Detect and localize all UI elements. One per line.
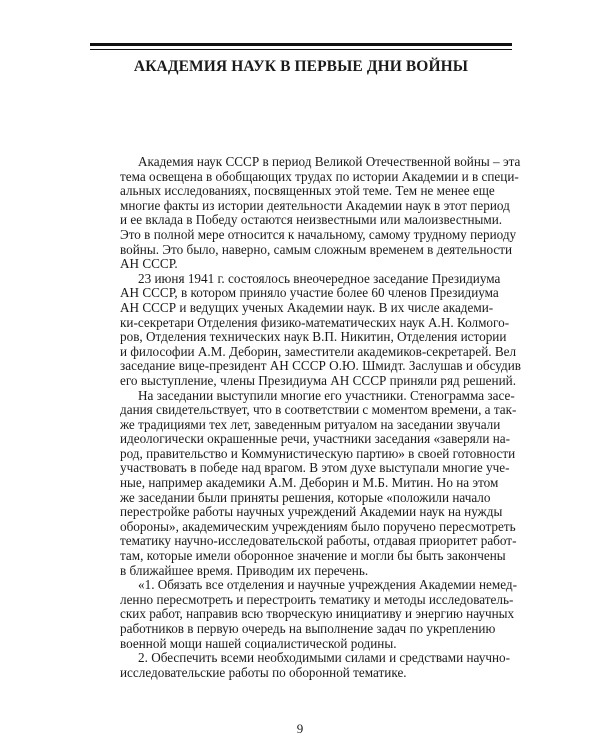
text-line: АН СССР и ведущих ученых Академии наук. В их числе академи- (120, 299, 494, 315)
text-line: 23 июня 1941 г. состоялось внеочередное заседание Президиума (138, 270, 501, 286)
text-line: дания свидетельствует, что в соответствии с моментом времени, а так- (120, 402, 517, 418)
text-line: же традициями тех лет, заведенным ритуалом на заседании звучали (120, 416, 501, 432)
text-line: и философии А.М. Деборин, заместители академиков-секретарей. Вел (120, 343, 517, 359)
text-line: перестройке работы научных учреждений Академии наук на нужды (120, 504, 503, 520)
text-line: его выступление, члены Президиума АН СССР приняли ряд решений. (120, 372, 516, 388)
text-line: участвовать в победе над врагом. В этом духе выступали многие уче- (120, 460, 510, 476)
paragraph-decision-1 (120, 577, 517, 651)
text-line: заседание вице-президент АН СССР О.Ю. Шмидт. Заслушав и обсудив (120, 358, 522, 374)
text-line: ленно пересмотреть и перестроить тематику и методы исследователь- (120, 591, 514, 607)
text-line: там, которые имели оборонное значение и могли бы быть закончены (120, 548, 506, 564)
text-line: ные, например академики А.М. Деборин и М.Б. Митин. Но на этом (120, 475, 499, 491)
text-line: «1. Обязать все отделения и научные учреждения Академии немед- (138, 577, 517, 593)
text-line: ров, Отделения технических наук В.П. Никитин, Отделения истории (120, 329, 507, 345)
chapter-title: АКАДЕМИЯ НАУК В ПЕРВЫЕ ДНИ ВОЙНЫ (133, 58, 469, 75)
text-line: обороны», академическим учреждениям было поручено пересмотреть (120, 518, 516, 534)
paragraph-june-23 (120, 270, 522, 389)
header-rule-thick (90, 43, 512, 46)
text-line: 2. Обеспечить всеми необходимыми силами и средствами научно- (138, 650, 510, 666)
text-line: Академия наук СССР в период Великой Отечественной войны – эта (138, 154, 521, 169)
text-line: ских работ, направив всю творческую инициативу и энергию научных (120, 606, 515, 622)
text-line: альных исследованиях, посвященных этой теме. Тем не менее еще (120, 183, 495, 199)
text-line: военной мощи нашей социалистической родины. (120, 635, 397, 651)
text-line: род, правительство и Коммунистическую партию» в своей готовности (120, 445, 516, 461)
body-text (120, 154, 522, 680)
text-line: Это в полной мере относится к начальному, самому трудному периоду (120, 226, 517, 242)
page-number: 9 (296, 721, 304, 736)
text-line: в ближайшее время. Приводим их перечень. (120, 562, 369, 578)
text-line: многие факты из истории деятельности Академии наук в этот период (120, 197, 510, 213)
text-line: войны. Это было, наверно, самым сложным временем в деятельности (120, 241, 513, 257)
text-line: тематику научно-исследовательской работы, отдавая приоритет работ- (120, 533, 517, 549)
text-line: же заседании были приняты решения, которые «положили начало (120, 489, 491, 505)
text-line: работников в первую очередь на выполнение задач по укреплению (120, 621, 496, 636)
text-line: ки-секретари Отделения физико-математических наук А.Н. Колмого- (120, 314, 510, 330)
text-line: тема освещена в обобщающих трудах по истории Академии и в специ- (120, 168, 519, 184)
paragraph-intro (120, 154, 521, 272)
paragraph-decision-2 (120, 650, 510, 680)
header-rule-thin (90, 49, 512, 50)
paragraph-meeting (120, 387, 517, 579)
text-line: идеологически окрашенные речи, участники заседания «заверяли на- (120, 431, 511, 447)
text-line: АН СССР, в котором приняло участие более 60 членов Президиума (120, 285, 499, 301)
text-line: На заседании выступили многие его участники. Стенограмма засе- (138, 387, 515, 403)
text-line: и ее вклада в Победу остаются неизвестными или малоизвестными. (120, 212, 503, 228)
text-line: АН СССР. (120, 256, 178, 272)
text-line: исследовательские работы по оборонной тематике. (120, 664, 407, 680)
